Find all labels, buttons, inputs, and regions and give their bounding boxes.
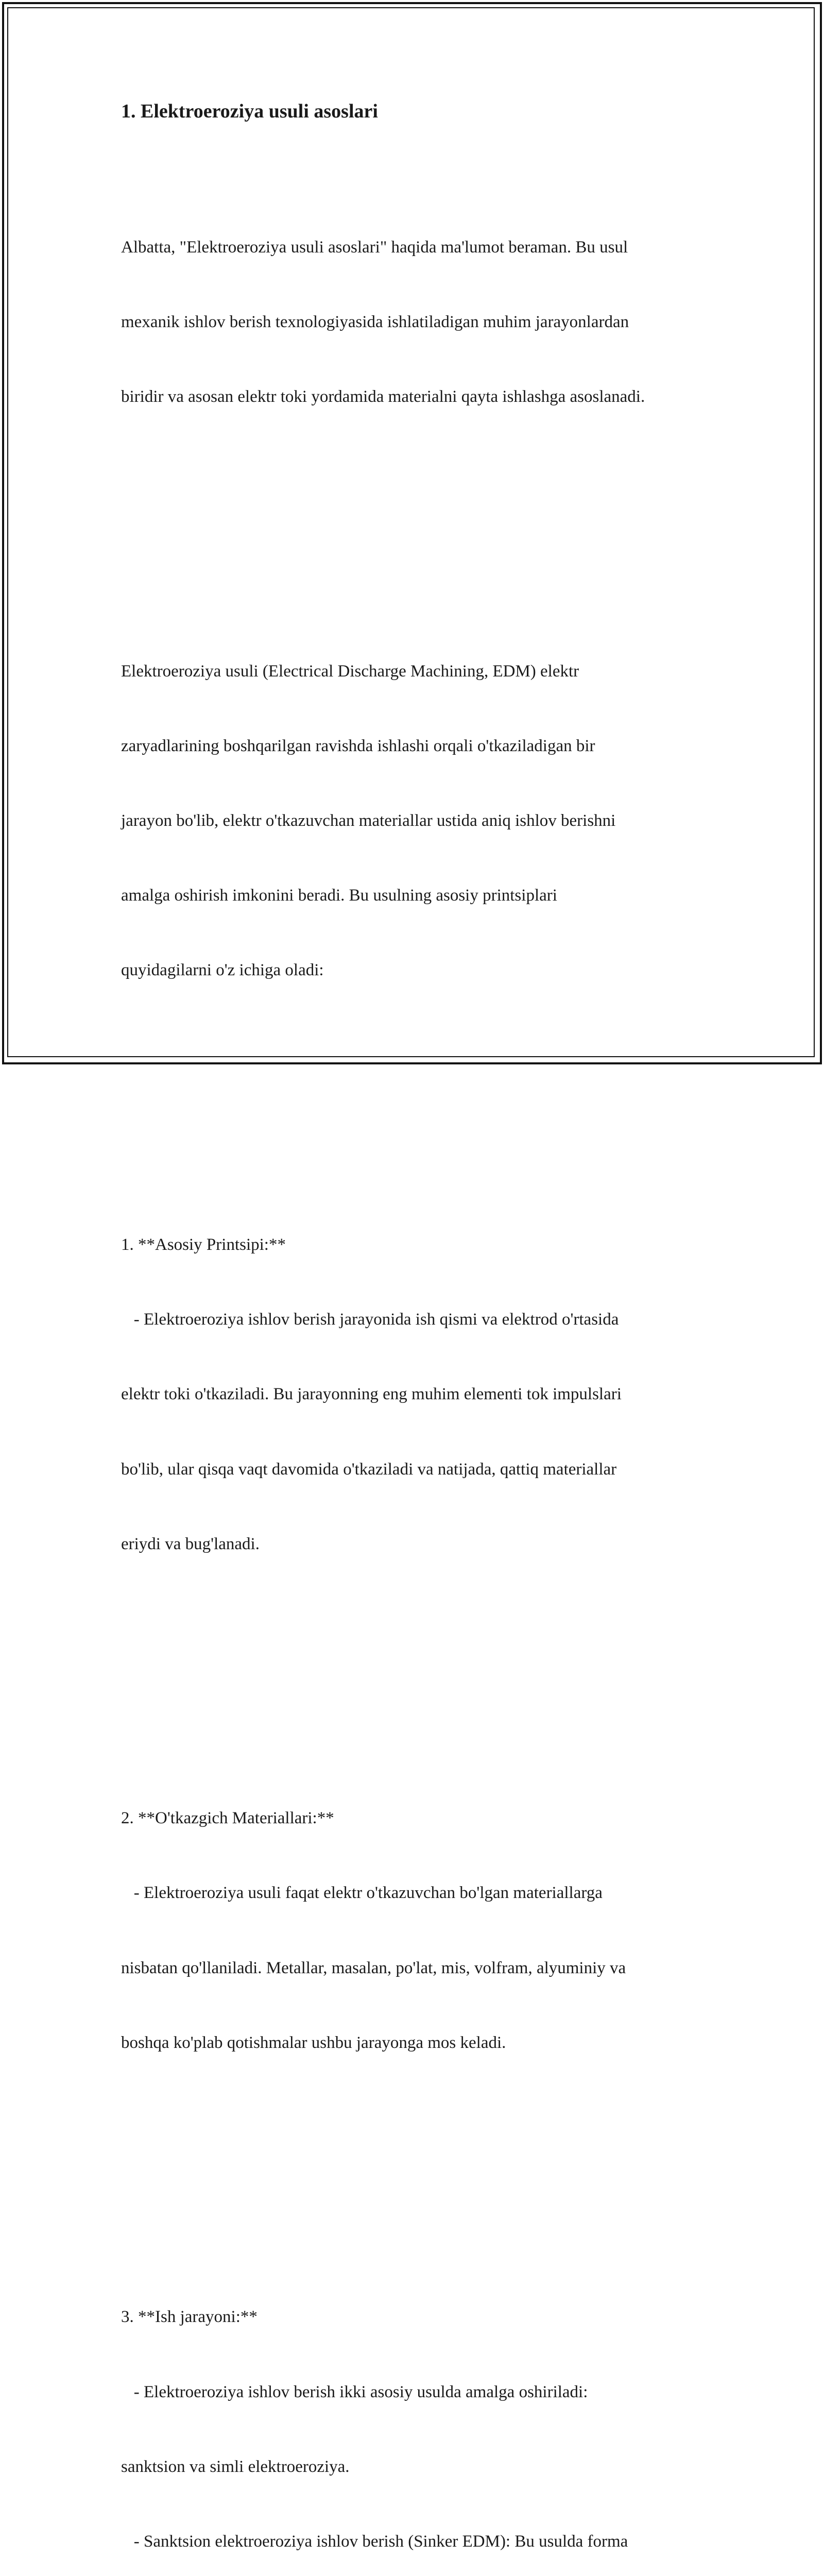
paragraph-definition (121, 609, 718, 1033)
text-line: jarayon bo'lib, elektr o'tkazuvchan materiallar ustida aniq ishlov berishni (121, 811, 616, 830)
text-line: 1. **Asosiy Printsipi:** (121, 1235, 286, 1254)
text-line: 3. **Ish jarayoni:** (121, 2308, 258, 2327)
text-line: 2. **O'tkazgich Materiallari:** (121, 1809, 334, 1828)
text-line: bo'lib, ular qisqa vaqt davomida o'tkaziladi va natijada, qattiq materiallar (121, 1460, 617, 1479)
text-line: nisbatan qo'llaniladi. Metallar, masalan, po'lat, mis, volfram, alyuminiy va (121, 1958, 626, 1977)
list-item-otkazgich-materiallari (121, 1756, 718, 2105)
text-line: Elektroeroziya usuli (Electrical Discharge Machining, EDM) elektr (121, 662, 579, 681)
paragraph-gap (121, 1656, 718, 1681)
text-line: - Elektroeroziya usuli faqat elektr o'tkazuvchan bo'lgan materiallarga (121, 1884, 603, 1903)
text-line: boshqa ko'plab qotishmalar ushbu jarayonga mos keladi. (121, 2033, 506, 2052)
text-line: elektr toki o'tkaziladi. Bu jarayonning eng muhim elementi tok impulslari (121, 1385, 622, 1404)
text-line: Albatta, "Elektroeroziya usuli asoslari" haqida ma'lumot beraman. Bu usul (121, 238, 628, 257)
paragraph-gap (121, 1082, 718, 1107)
text-line: mexanik ishlov berish texnologiyasida ishlatiladigan muhim jarayonlardan (121, 312, 629, 331)
list-item-ish-jarayoni (121, 2255, 718, 2576)
text-line: - Elektroeroziya ishlov berish jarayonida ish qismi va elektrod o'rtasida (121, 1310, 619, 1329)
paragraph-gap (121, 2155, 718, 2180)
text-line: zaryadlarining boshqarilgan ravishda ishlashi orqali o'tkaziladigan bir (121, 736, 595, 755)
text-line: biridir va asosan elektr toki yordamida materialni qayta ishlashga asoslanadi. (121, 387, 645, 406)
list-item-asosiy-printsipi (121, 1182, 718, 1606)
document-body (121, 135, 718, 2576)
text-line: amalga oshirish imkonini beradi. Bu usulning asosiy printsiplari (121, 886, 557, 905)
text-line: quyidagilarni o'z ichiga oladi: (121, 961, 324, 980)
text-line: - Elektroeroziya ishlov berish ikki asosiy usulda amalga oshiriladi: (121, 2382, 588, 2401)
text-line: eriydi va bug'lanadi. (121, 1534, 260, 1553)
paragraph-gap (121, 509, 718, 534)
text-line: sanktsion va simli elektroeroziya. (121, 2457, 350, 2476)
document-page (121, 98, 718, 2576)
paragraph-intro (121, 185, 718, 459)
text-line: - Sanktsion elektroeroziya ishlov berish (Sinker EDM): Bu usulda forma (121, 2532, 628, 2551)
document-heading: 1. Elektroeroziya usuli asoslari (121, 100, 378, 122)
